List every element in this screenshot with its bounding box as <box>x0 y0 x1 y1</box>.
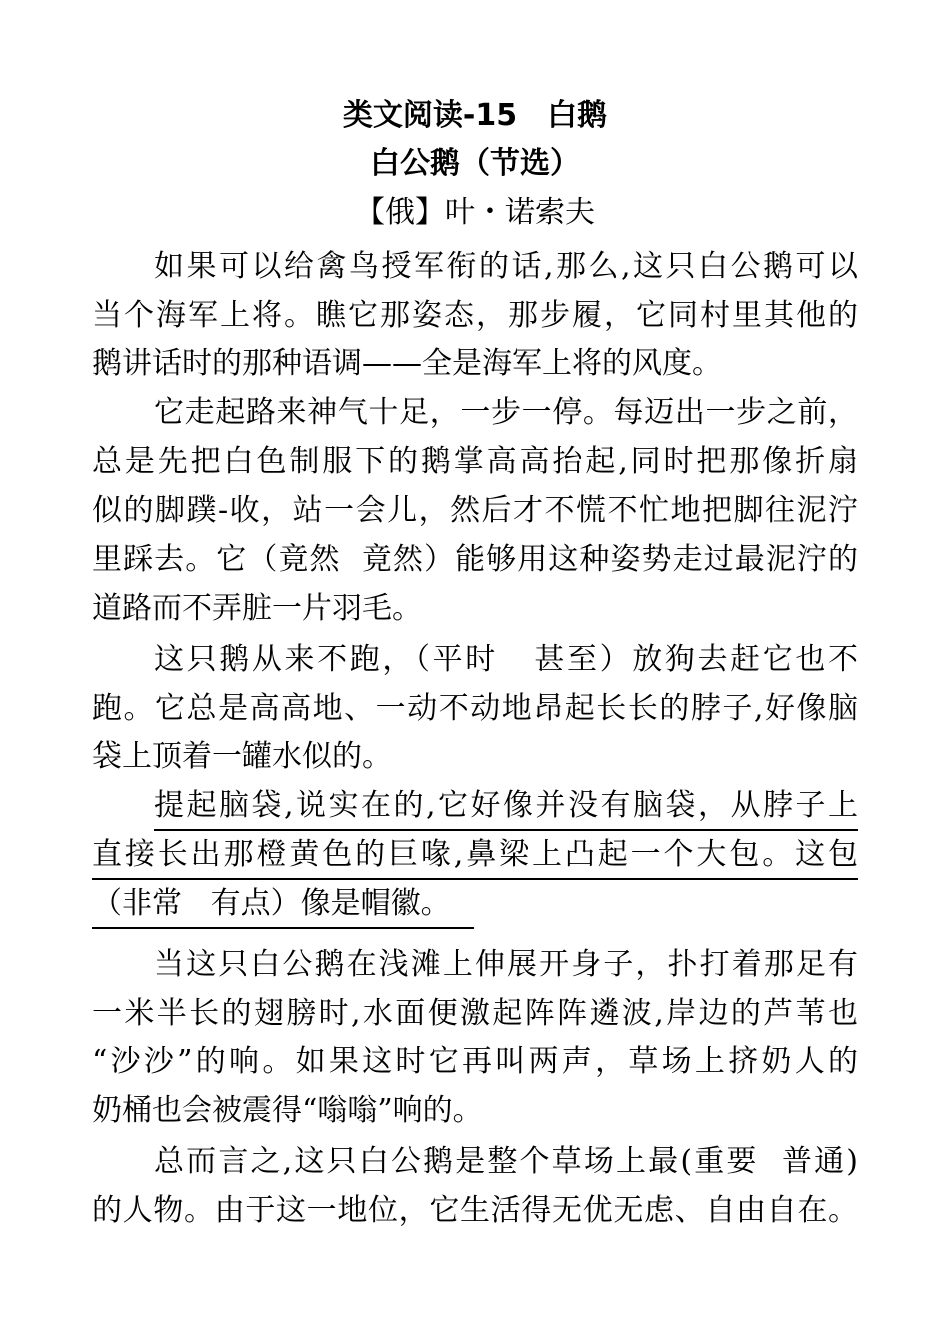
paragraph-4-line-2: 直接长出那橙黄色的巨喙,鼻梁上凸起一个大包。这包 <box>92 837 858 872</box>
underline-3 <box>92 927 474 929</box>
paragraph-5-line-3: “沙沙”的响。如果这时它再叫两声，草场上挤奶人的 <box>92 1044 858 1079</box>
paragraph-4-line-3: （非常 有点）像是帽徽。 <box>92 886 451 921</box>
paragraph-5-line-1: 当这只白公鹅在浅滩上伸展开身子，扑打着那足有 <box>154 947 858 982</box>
paragraph-4-line-1: 提起脑袋,说实在的,它好像并没有脑袋，从脖子上 <box>154 788 858 823</box>
paragraph-1-line-3: 鹅讲话时的那种语调——全是海军上将的风度。 <box>92 346 722 381</box>
paragraph-6-line-2: 的人物。由于这一地位，它生活得无优无虑、自由自在。 <box>92 1193 858 1228</box>
paragraph-2-line-4: 里踩去。它（竟然 竟然）能够用这种姿势走过最泥泞的 <box>92 542 858 577</box>
document-header: 类文阅读-15 白鹅 <box>342 98 608 133</box>
paragraph-2-line-5: 道路而不弄脏一片羽毛。 <box>92 591 422 626</box>
document-author: 【俄】叶・诺索夫 <box>355 195 595 230</box>
paragraph-5-line-4: 奶桶也会被震得“嗡嗡”响的。 <box>92 1093 483 1128</box>
underline-2 <box>92 878 858 880</box>
document-title: 白公鹅（节选） <box>370 146 580 181</box>
paragraph-3-line-2: 跑。它总是高高地、一动不动地昂起长长的脖子,好像脑 <box>92 691 858 726</box>
paragraph-5-line-2: 一米半长的翅膀时,水面便激起阵阵遴波,岸边的芦苇也 <box>92 996 858 1031</box>
paragraph-2-line-2: 总是先把白色制服下的鹅掌高高抬起,同时把那像折扇 <box>92 444 858 479</box>
paragraph-2-line-1: 它走起路来神气十足，一步一停。每迈出一步之前， <box>154 395 858 430</box>
paragraph-3-line-3: 袋上顶着一罐水似的。 <box>92 739 392 774</box>
paragraph-3-line-1: 这只鹅从来不跑，（平时 甚至）放狗去赶它也不 <box>154 642 858 677</box>
paragraph-6-line-1: 总而言之,这只白公鹅是整个草场上最(重要 普通) <box>154 1144 858 1179</box>
paragraph-2-line-3: 似的脚蹼-收，站一会儿，然后才不慌不忙地把脚往泥泞 <box>92 493 858 528</box>
paragraph-1-line-1: 如果可以给禽鸟授军衔的话,那么,这只白公鹅可以 <box>154 249 858 284</box>
paragraph-1-line-2: 当个海军上将。瞧它那姿态，那步履，它同村里其他的 <box>92 298 858 333</box>
underline-1 <box>154 829 858 831</box>
